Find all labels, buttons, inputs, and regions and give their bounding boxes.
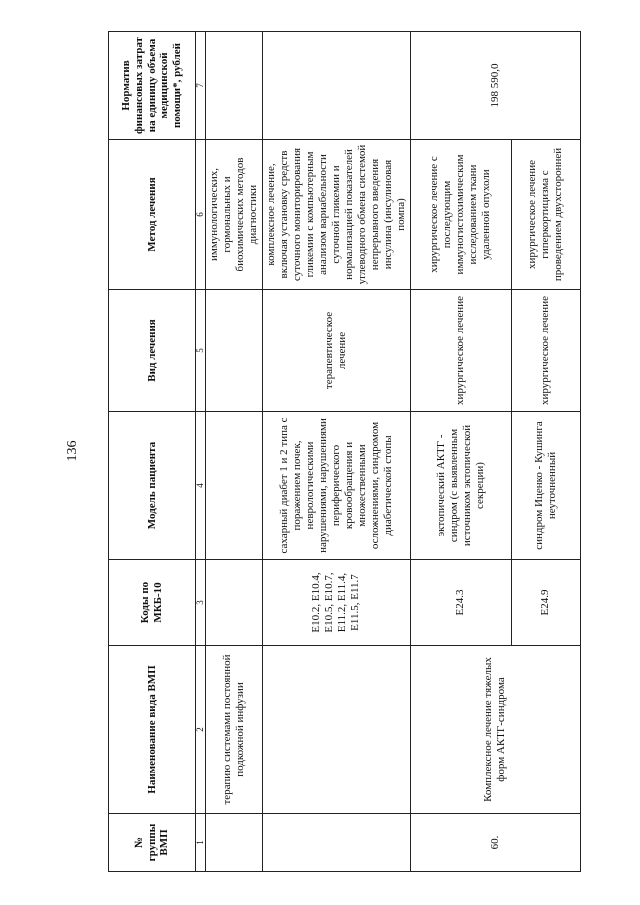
header-icd-codes: Коды по МКБ-10 — [109, 560, 196, 646]
column-number: 5 — [196, 290, 206, 412]
cell-vmp-name — [262, 646, 410, 814]
cell-treatment-method: хирургическое лечение гиперкортицизма с проведением двухсторонней — [511, 140, 580, 290]
cell-group: 60. — [410, 814, 580, 872]
cell-icd-codes: E24.3 — [410, 560, 511, 646]
cell-vmp-name: терапию системами постоянной подкожной инфузии — [206, 646, 263, 814]
cell-cost — [262, 32, 410, 140]
table-header-row — [109, 32, 196, 872]
header-group-number: № группы ВМП — [109, 814, 196, 872]
cell-treatment-method: хирургическое лечение с последующим иммуногистохимическим исследованием ткани удаленной опухоли — [410, 140, 511, 290]
column-number: 3 — [196, 560, 206, 646]
cell-treatment-method: комплексное лечение, включая установку средств суточного мониторирования гликемии с компьютерным анализом вариабельности суточной гликемии и нормализацией показателей углеводного обмена системой непрерывного введения инсулина (инсулиновая помпа) — [262, 140, 410, 290]
column-number: 7 — [196, 32, 206, 140]
cell-group — [262, 814, 410, 872]
cell-cost: 198 590,0 — [410, 32, 580, 140]
cell-group — [206, 814, 263, 872]
page-number: 136 — [65, 440, 80, 462]
header-cost-norm: Норматив финансовых затрат на единицу объема медицинской помощи*, рублей — [109, 32, 196, 140]
vmp-table — [108, 31, 581, 872]
cell-patient-model — [206, 412, 263, 560]
table-row — [206, 32, 263, 872]
table-row — [262, 32, 410, 872]
cell-treatment-method: иммунологических, гормональных и биохимических методов диагностики — [206, 140, 263, 290]
column-number: 6 — [196, 140, 206, 290]
column-number: 2 — [196, 646, 206, 814]
header-patient-model: Модель пациента — [109, 412, 196, 560]
cell-icd-codes: E10.2, E10.4, E10.5, E10.7, E11.2, E11.4, E11.5, E11.7 — [262, 560, 410, 646]
header-treatment-method: Метод лечения — [109, 140, 196, 290]
cell-patient-model: сахарный диабет 1 и 2 типа с поражением почек, неврологическими нарушениями, нарушениями периферического кровообращения и множественными осложнениями, синдромом диабетической стопы — [262, 412, 410, 560]
column-number: 1 — [196, 814, 206, 872]
cell-icd-codes: E24.9 — [511, 560, 580, 646]
cell-treatment-type — [206, 290, 263, 412]
rotated-page-content — [108, 32, 588, 872]
column-number: 4 — [196, 412, 206, 560]
cell-patient-model: эктопический АКТГ - синдром (с выявленным источником эктопической секреции) — [410, 412, 511, 560]
table-row — [410, 32, 511, 872]
header-treatment-type: Вид лечения — [109, 290, 196, 412]
cell-treatment-type: хирургическое лечение — [511, 290, 580, 412]
cell-icd-codes — [206, 560, 263, 646]
cell-patient-model: синдром Иценко - Кушинга неуточненный — [511, 412, 580, 560]
cell-cost — [206, 32, 263, 140]
cell-treatment-type: хирургическое лечение — [410, 290, 511, 412]
cell-treatment-type: терапевтическое лечение — [262, 290, 410, 412]
column-number-row — [196, 32, 206, 872]
cell-vmp-name: Комплексное лечение тяжелых форм АКТГ-синдрома — [410, 646, 580, 814]
header-vmp-name: Наименование вида ВМП — [109, 646, 196, 814]
